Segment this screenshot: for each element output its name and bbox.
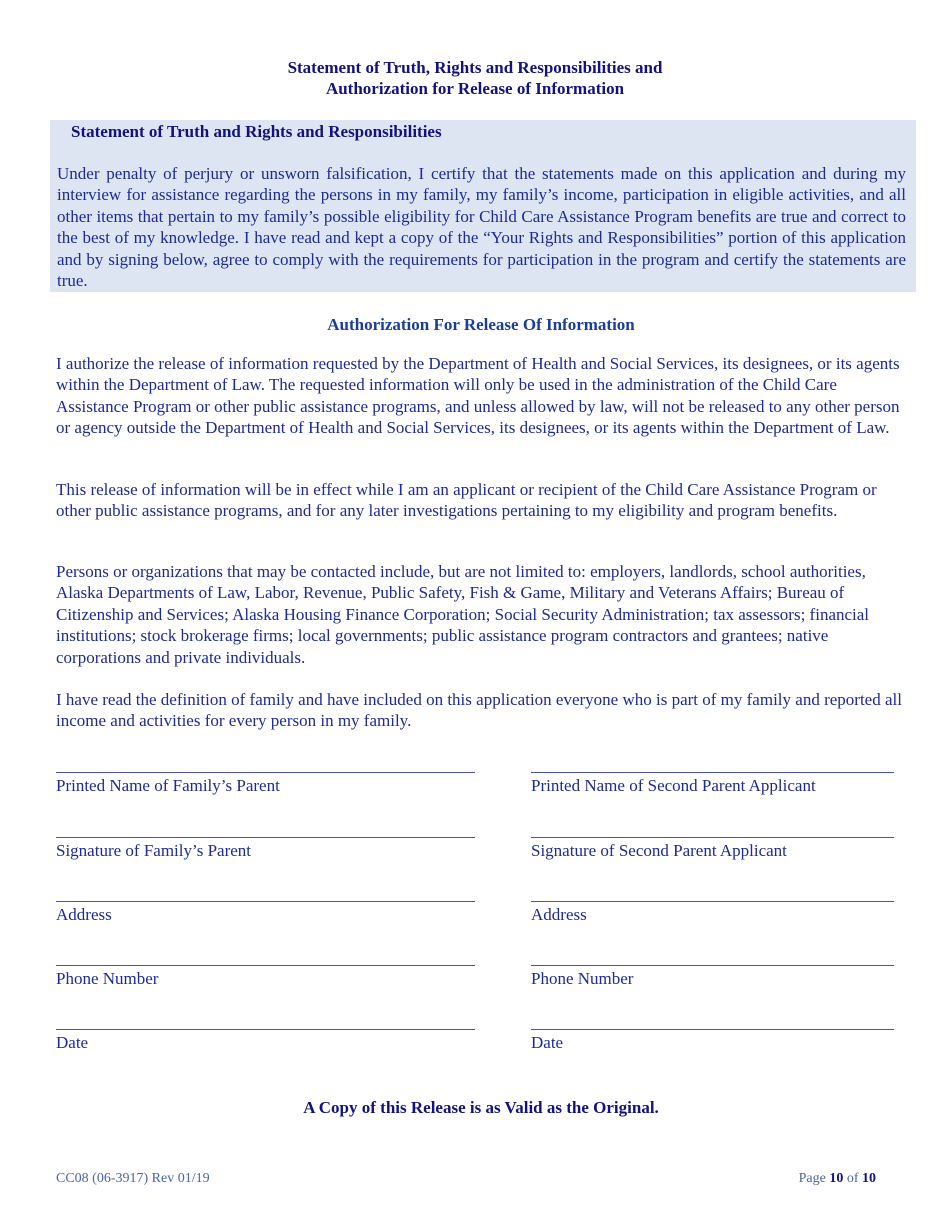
authorization-heading: Authorization For Release Of Information [327, 315, 635, 334]
field-label: Date [531, 1033, 564, 1052]
printed-name-second-parent-field[interactable] [531, 772, 894, 796]
signature-line [56, 772, 475, 773]
page-current: 10 [829, 1171, 844, 1186]
form-id: CC08 (06-3917) Rev 01/19 [56, 1171, 210, 1186]
signature-line [531, 901, 894, 902]
statement-heading: Statement of Truth and Rights and Responsibilities [71, 122, 442, 141]
field-label: Address [531, 905, 587, 924]
field-label: Printed Name of Second Parent Applicant [531, 776, 816, 795]
signature-line [531, 837, 894, 838]
document-title [0, 57, 950, 99]
signature-line [56, 837, 475, 838]
field-label: Phone Number [531, 969, 634, 988]
signature-line [56, 1029, 475, 1030]
field-label: Date [56, 1033, 89, 1052]
signature-line [531, 1029, 894, 1030]
phone-parent-field[interactable] [56, 965, 475, 989]
statement-paragraph: Under penalty of perjury or unsworn falsification, I certify that the statements made on this application and during my interview for assistance regarding the persons in my family, my family’s income, participation in eligible activities, and all other items that pertain to my family’s possible eligibility for Child Care Assistance Program benefits are true and correct to the best of my knowledge. I have read and kept a copy of the “Your Rights and Responsibilities” portion of this application and by signing below, agree to comply with the requirements for participation in the program and certify the statements are true. [57, 164, 906, 291]
date-parent-field[interactable] [56, 1029, 475, 1053]
printed-name-parent-field[interactable] [56, 772, 475, 796]
date-second-parent-field[interactable] [531, 1029, 894, 1053]
address-second-parent-field[interactable] [531, 901, 894, 925]
page-number [799, 1170, 876, 1187]
field-label: Phone Number [56, 969, 159, 988]
signature-line [56, 965, 475, 966]
authorization-paragraph-1: I authorize the release of information requested by the Department of Health and Social Services, its designees, or its agents within the Department of Law. The requested information will only be used in the administration of the Child Care Assistance Program or other public assistance programs, and unless allowed by law, will not be released to any other person or agency outside the Department of Health and Social Services, its designees, or its agents within the Department of Law. [56, 354, 900, 438]
signature-parent-field[interactable] [56, 837, 475, 861]
document-title-line-2: Authorization for Release of Information [325, 79, 625, 98]
page-of: of [846, 1171, 859, 1186]
field-label: Signature of Family’s Parent [56, 841, 252, 860]
authorization-paragraph-4: I have read the definition of family and have included on this application everyone who is part of my family and reported all income and activities for every person in my family. [56, 690, 902, 731]
page-total: 10 [862, 1171, 876, 1186]
signature-line [56, 901, 475, 902]
signature-second-parent-field[interactable] [531, 837, 894, 861]
copy-validity-note: A Copy of this Release is as Valid as the Original. [303, 1098, 659, 1117]
phone-second-parent-field[interactable] [531, 965, 894, 989]
signature-line [531, 965, 894, 966]
authorization-paragraph-2: This release of information will be in effect while I am an applicant or recipient of the Child Care Assistance Program or other public assistance programs, and for any later investigations pertaining to my eligibility and program benefits. [56, 480, 877, 521]
authorization-paragraph-3: Persons or organizations that may be contacted include, but are not limited to: employers, landlords, school authorities, Alaska Departments of Law, Labor, Revenue, Public Safety, Fish & Game, Military and Veterans Affairs; Bureau of Citizenship and Services; Alaska Housing Finance Corporation; Social Security Administration; tax assessors; financial institutions; stock brokerage firms; local governments; public assistance program contractors and grantees; native corporations and private individuals. [56, 562, 870, 667]
field-label: Printed Name of Family’s Parent [56, 776, 280, 795]
address-parent-field[interactable] [56, 901, 475, 925]
field-label: Signature of Second Parent Applicant [531, 841, 787, 860]
page-label: Page [798, 1171, 826, 1186]
signature-line [531, 772, 894, 773]
field-label: Address [56, 905, 112, 924]
document-title-line-1: Statement of Truth, Rights and Responsibilities and [287, 58, 663, 77]
